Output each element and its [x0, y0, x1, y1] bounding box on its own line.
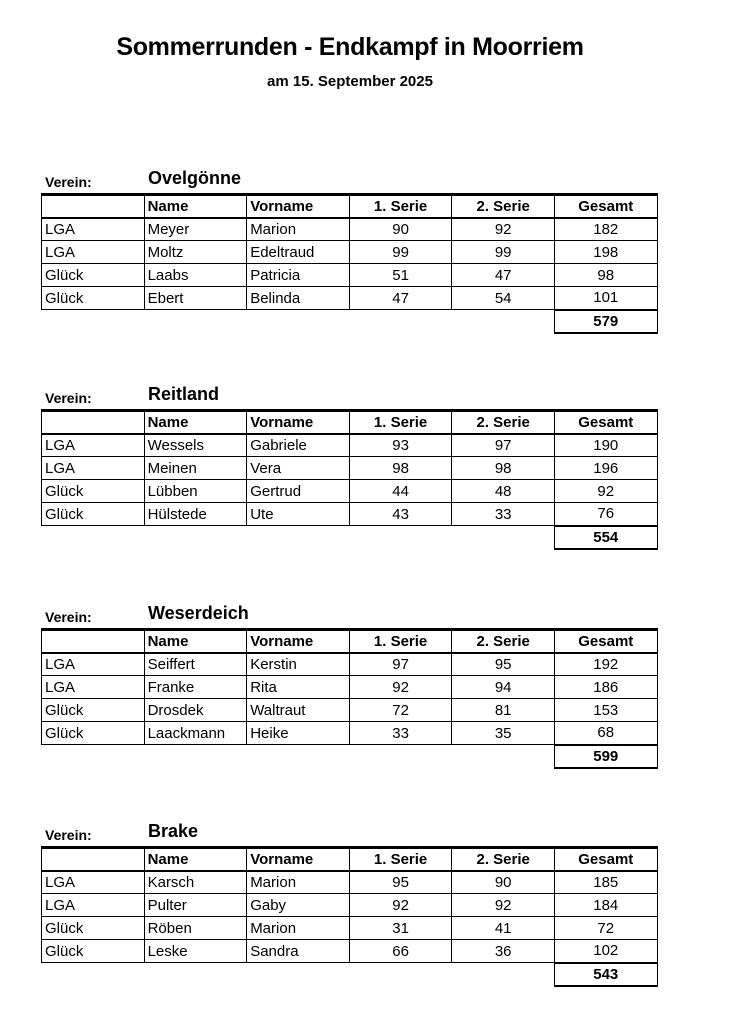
- table-cell: Laackmann: [144, 722, 247, 745]
- table-cell: 81: [452, 699, 555, 722]
- table-cell: 95: [349, 871, 452, 894]
- table-cell: Heike: [247, 722, 350, 745]
- table-row: [42, 722, 658, 745]
- total-row: [42, 745, 658, 768]
- table-cell: 72: [349, 699, 452, 722]
- column-header: Gesamt: [554, 195, 657, 218]
- column-header: Vorname: [247, 630, 350, 653]
- table-cell: Waltraut: [247, 699, 350, 722]
- table-cell: Meinen: [144, 457, 247, 480]
- table-cell: 102: [554, 940, 657, 963]
- table-cell: 99: [349, 241, 452, 264]
- table-cell: Pulter: [144, 894, 247, 917]
- column-header: [42, 848, 145, 871]
- table-cell: Lübben: [144, 480, 247, 503]
- table-cell: Gabriele: [247, 434, 350, 457]
- table-cell: Franke: [144, 676, 247, 699]
- table-cell: 99: [452, 241, 555, 264]
- table-cell: 43: [349, 503, 452, 526]
- table-cell: 93: [349, 434, 452, 457]
- table-cell: 98: [554, 264, 657, 287]
- column-header: 2. Serie: [452, 848, 555, 871]
- table-row: [42, 699, 658, 722]
- column-header: Name: [144, 195, 247, 218]
- results-table: [41, 409, 658, 550]
- table-cell: 72: [554, 917, 657, 940]
- table-cell: 44: [349, 480, 452, 503]
- column-header: 1. Serie: [349, 195, 452, 218]
- table-cell: Ute: [247, 503, 350, 526]
- table-cell: Gertrud: [247, 480, 350, 503]
- table-cell: Glück: [42, 722, 145, 745]
- table-cell: 47: [452, 264, 555, 287]
- table-cell: Hülstede: [144, 503, 247, 526]
- table-cell: Glück: [42, 287, 145, 310]
- table-cell: Laabs: [144, 264, 247, 287]
- table-cell: 76: [554, 503, 657, 526]
- column-header: Name: [144, 848, 247, 871]
- table-cell: Leske: [144, 940, 247, 963]
- column-header: Gesamt: [554, 411, 657, 434]
- table-cell: Karsch: [144, 871, 247, 894]
- table-cell: Kerstin: [247, 653, 350, 676]
- total-row: [42, 310, 658, 333]
- table-cell: Glück: [42, 940, 145, 963]
- table-header-row: [42, 630, 658, 653]
- table-cell: LGA: [42, 218, 145, 241]
- table-cell: LGA: [42, 676, 145, 699]
- table-cell: LGA: [42, 653, 145, 676]
- table-cell: 48: [452, 480, 555, 503]
- table-cell: Rita: [247, 676, 350, 699]
- club-name: Reitland: [148, 384, 220, 404]
- table-cell: 196: [554, 457, 657, 480]
- club-total: 599: [554, 745, 657, 768]
- table-cell: 95: [452, 653, 555, 676]
- table-cell: Meyer: [144, 218, 247, 241]
- table-cell: Sandra: [247, 940, 350, 963]
- table-cell: 98: [452, 457, 555, 480]
- table-cell: 198: [554, 241, 657, 264]
- club-section: [41, 168, 657, 334]
- table-row: [42, 917, 658, 940]
- table-cell: Vera: [247, 457, 350, 480]
- column-header: 2. Serie: [452, 195, 555, 218]
- table-row: [42, 287, 658, 310]
- column-header: Vorname: [247, 848, 350, 871]
- table-cell: Moltz: [144, 241, 247, 264]
- table-cell: 153: [554, 699, 657, 722]
- table-cell: Glück: [42, 699, 145, 722]
- table-cell: 182: [554, 218, 657, 241]
- verein-label: Verein:: [45, 827, 92, 843]
- table-cell: Patricia: [247, 264, 350, 287]
- document-title: Sommerrunden - Endkampf in Moorriem: [116, 33, 584, 61]
- table-cell: Marion: [247, 917, 350, 940]
- table-cell: 66: [349, 940, 452, 963]
- table-cell: 54: [452, 287, 555, 310]
- document-date: am 15. September 2025: [267, 73, 433, 90]
- column-header: 2. Serie: [452, 630, 555, 653]
- club-total: 554: [554, 526, 657, 549]
- table-cell: Glück: [42, 480, 145, 503]
- table-cell: 92: [349, 676, 452, 699]
- table-row: [42, 434, 658, 457]
- column-header: Vorname: [247, 195, 350, 218]
- table-cell: LGA: [42, 434, 145, 457]
- table-cell: Drosdek: [144, 699, 247, 722]
- column-header: 1. Serie: [349, 630, 452, 653]
- table-row: [42, 871, 658, 894]
- table-row: [42, 480, 658, 503]
- table-cell: Marion: [247, 218, 350, 241]
- club-section: [41, 821, 657, 987]
- table-row: [42, 940, 658, 963]
- column-header: Gesamt: [554, 630, 657, 653]
- table-cell: 190: [554, 434, 657, 457]
- table-cell: 185: [554, 871, 657, 894]
- column-header: [42, 195, 145, 218]
- table-cell: 33: [452, 503, 555, 526]
- club-name: Weserdeich: [148, 603, 249, 623]
- table-cell: 101: [554, 287, 657, 310]
- total-row: [42, 963, 658, 986]
- table-row: [42, 457, 658, 480]
- verein-label: Verein:: [45, 174, 92, 190]
- table-cell: Belinda: [247, 287, 350, 310]
- table-cell: 92: [349, 894, 452, 917]
- column-header: Name: [144, 630, 247, 653]
- club-section: [41, 603, 657, 769]
- table-cell: Glück: [42, 264, 145, 287]
- column-header: 1. Serie: [349, 411, 452, 434]
- table-header-row: [42, 848, 658, 871]
- table-cell: 186: [554, 676, 657, 699]
- table-cell: 47: [349, 287, 452, 310]
- club-name: Brake: [148, 821, 199, 841]
- verein-label: Verein:: [45, 390, 92, 406]
- table-row: [42, 264, 658, 287]
- club-total: 579: [554, 310, 657, 333]
- table-row: [42, 676, 658, 699]
- table-cell: 98: [349, 457, 452, 480]
- table-cell: 31: [349, 917, 452, 940]
- table-cell: Glück: [42, 503, 145, 526]
- column-header: Vorname: [247, 411, 350, 434]
- table-cell: 90: [452, 871, 555, 894]
- total-row: [42, 526, 658, 549]
- table-cell: Wessels: [144, 434, 247, 457]
- table-cell: Ebert: [144, 287, 247, 310]
- results-table: [41, 628, 658, 769]
- table-cell: 41: [452, 917, 555, 940]
- results-table: [41, 193, 658, 334]
- table-cell: 192: [554, 653, 657, 676]
- table-cell: 97: [349, 653, 452, 676]
- table-cell: 94: [452, 676, 555, 699]
- table-cell: Röben: [144, 917, 247, 940]
- table-cell: Glück: [42, 917, 145, 940]
- table-header-row: [42, 411, 658, 434]
- column-header: Name: [144, 411, 247, 434]
- table-cell: LGA: [42, 457, 145, 480]
- table-row: [42, 653, 658, 676]
- table-cell: Marion: [247, 871, 350, 894]
- table-header-row: [42, 195, 658, 218]
- column-header: 1. Serie: [349, 848, 452, 871]
- column-header: [42, 630, 145, 653]
- column-header: Gesamt: [554, 848, 657, 871]
- table-row: [42, 241, 658, 264]
- table-row: [42, 218, 658, 241]
- table-cell: 35: [452, 722, 555, 745]
- table-row: [42, 503, 658, 526]
- column-header: 2. Serie: [452, 411, 555, 434]
- table-cell: LGA: [42, 241, 145, 264]
- club-section: [41, 384, 657, 550]
- table-cell: 92: [554, 480, 657, 503]
- table-cell: LGA: [42, 894, 145, 917]
- table-cell: 51: [349, 264, 452, 287]
- results-table: [41, 846, 658, 987]
- table-cell: LGA: [42, 871, 145, 894]
- verein-label: Verein:: [45, 609, 92, 625]
- table-cell: Edeltraud: [247, 241, 350, 264]
- table-cell: 92: [452, 218, 555, 241]
- table-cell: 184: [554, 894, 657, 917]
- table-cell: 33: [349, 722, 452, 745]
- table-cell: Seiffert: [144, 653, 247, 676]
- table-cell: 36: [452, 940, 555, 963]
- club-total: 543: [554, 963, 657, 986]
- table-cell: 92: [452, 894, 555, 917]
- table-cell: Gaby: [247, 894, 350, 917]
- table-cell: 97: [452, 434, 555, 457]
- column-header: [42, 411, 145, 434]
- table-cell: 90: [349, 218, 452, 241]
- club-name: Ovelgönne: [148, 168, 242, 188]
- table-cell: 68: [554, 722, 657, 745]
- table-row: [42, 894, 658, 917]
